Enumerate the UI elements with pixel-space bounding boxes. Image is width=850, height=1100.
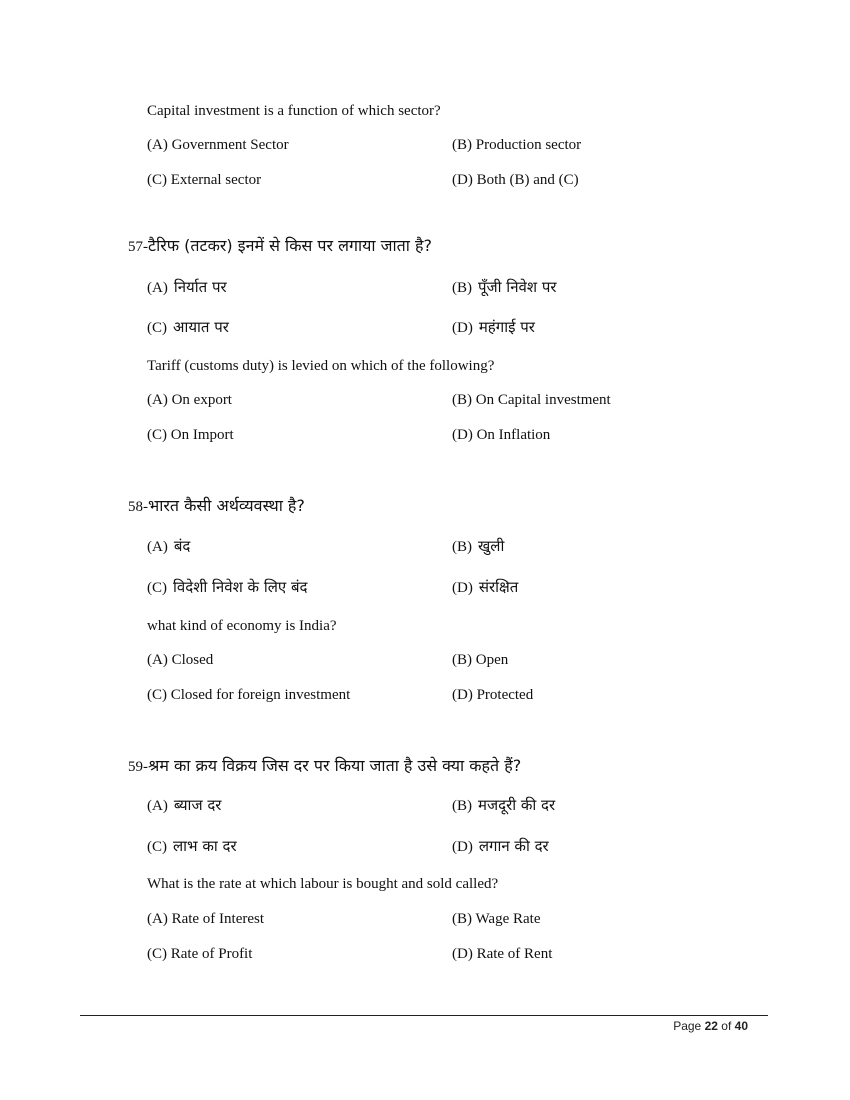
q58-hindi-question	[128, 494, 305, 516]
option-label: (A)	[147, 280, 168, 296]
q58-option-b: (B) Open	[452, 652, 509, 668]
option-text: विदेशी निवेश के लिए बंद	[173, 578, 308, 596]
option-text: निर्यात पर	[173, 278, 227, 296]
option-text: पूँजी निवेश पर	[478, 278, 557, 296]
q58-english-question: what kind of economy is India?	[147, 618, 337, 634]
q59-option-c: (C) Rate of Profit	[147, 946, 253, 962]
q59-option-b: (B) Wage Rate	[452, 911, 541, 927]
q56-option-a: (A) Government Sector	[147, 137, 289, 153]
of-word: of	[721, 1019, 732, 1033]
option-label: (C)	[147, 580, 167, 596]
q58-option-c: (C) Closed for foreign investment	[147, 687, 351, 703]
q59-hindi-option-c	[147, 836, 237, 856]
option-label: (D)	[452, 580, 473, 596]
option-label: (C)	[147, 320, 167, 336]
q57-english-question: Tariff (customs duty) is levied on which of the following?	[147, 358, 495, 374]
option-text: लाभ का दर	[173, 837, 237, 855]
q57-hindi-question	[128, 234, 432, 256]
option-text: लगान की दर	[478, 837, 549, 855]
q59-number: 59-	[128, 759, 148, 775]
total-pages: 40	[734, 1019, 748, 1033]
q57-number: 57-	[128, 239, 148, 255]
option-text: संरक्षित	[478, 578, 519, 596]
q59-hindi-option-a	[147, 795, 221, 815]
q59-option-a: (A) Rate of Interest	[147, 911, 265, 927]
q59-option-d: (D) Rate of Rent	[452, 946, 553, 962]
q57-option-d: (D) On Inflation	[452, 427, 551, 443]
q58-option-d: (D) Protected	[452, 687, 534, 703]
option-text: बंद	[173, 537, 191, 555]
option-label: (A)	[147, 798, 168, 814]
option-label: (B)	[452, 280, 472, 296]
q59-english-question: What is the rate at which labour is bought and sold called?	[147, 876, 499, 892]
q58-hindi-option-b	[452, 536, 504, 556]
option-label: (D)	[452, 320, 473, 336]
q58-hindi-option-a	[147, 536, 190, 556]
q56-option-d: (D) Both (B) and (C)	[452, 172, 579, 188]
q58-hindi-option-d	[452, 577, 518, 597]
q58-option-a: (A) Closed	[147, 652, 214, 668]
q56-option-c: (C) External sector	[147, 172, 262, 188]
q57-hindi-option-b	[452, 277, 556, 297]
option-label: (B)	[452, 539, 472, 555]
option-label: (B)	[452, 798, 472, 814]
option-text: ब्याज दर	[173, 796, 222, 814]
q57-hindi-option-d	[452, 317, 535, 337]
option-label: (D)	[452, 839, 473, 855]
page-number	[673, 1019, 748, 1033]
q59-hindi-question	[128, 754, 521, 776]
footer-divider	[80, 1015, 768, 1016]
q56-option-b: (B) Production sector	[452, 137, 582, 153]
option-label: (C)	[147, 839, 167, 855]
q59-hindi-option-b	[452, 795, 555, 815]
option-text: आयात पर	[173, 318, 229, 336]
q59-hindi-text: श्रम का क्रय विक्रय जिस दर पर किया जाता है उसे क्या कहते हैं?	[148, 756, 522, 775]
q57-hindi-text: टैरिफ (तटकर) इनमें से किस पर लगाया जाता है?	[148, 236, 432, 255]
q57-option-b: (B) On Capital investment	[452, 392, 611, 408]
q59-hindi-option-d	[452, 836, 549, 856]
option-label: (A)	[147, 539, 168, 555]
q58-hindi-text: भारत कैसी अर्थव्यवस्था है?	[148, 496, 305, 515]
q57-option-c: (C) On Import	[147, 427, 234, 443]
option-text: खुली	[478, 537, 505, 555]
q57-option-a: (A) On export	[147, 392, 232, 408]
q57-hindi-option-a	[147, 277, 227, 297]
q58-hindi-option-c	[147, 577, 308, 597]
option-text: महंगाई पर	[478, 318, 535, 336]
q56-english-question: Capital investment is a function of which sector?	[147, 103, 441, 119]
current-page: 22	[704, 1019, 718, 1033]
q58-number: 58-	[128, 499, 148, 515]
page-word: Page	[673, 1019, 702, 1033]
q57-hindi-option-c	[147, 317, 229, 337]
option-text: मजदूरी की दर	[478, 796, 556, 814]
